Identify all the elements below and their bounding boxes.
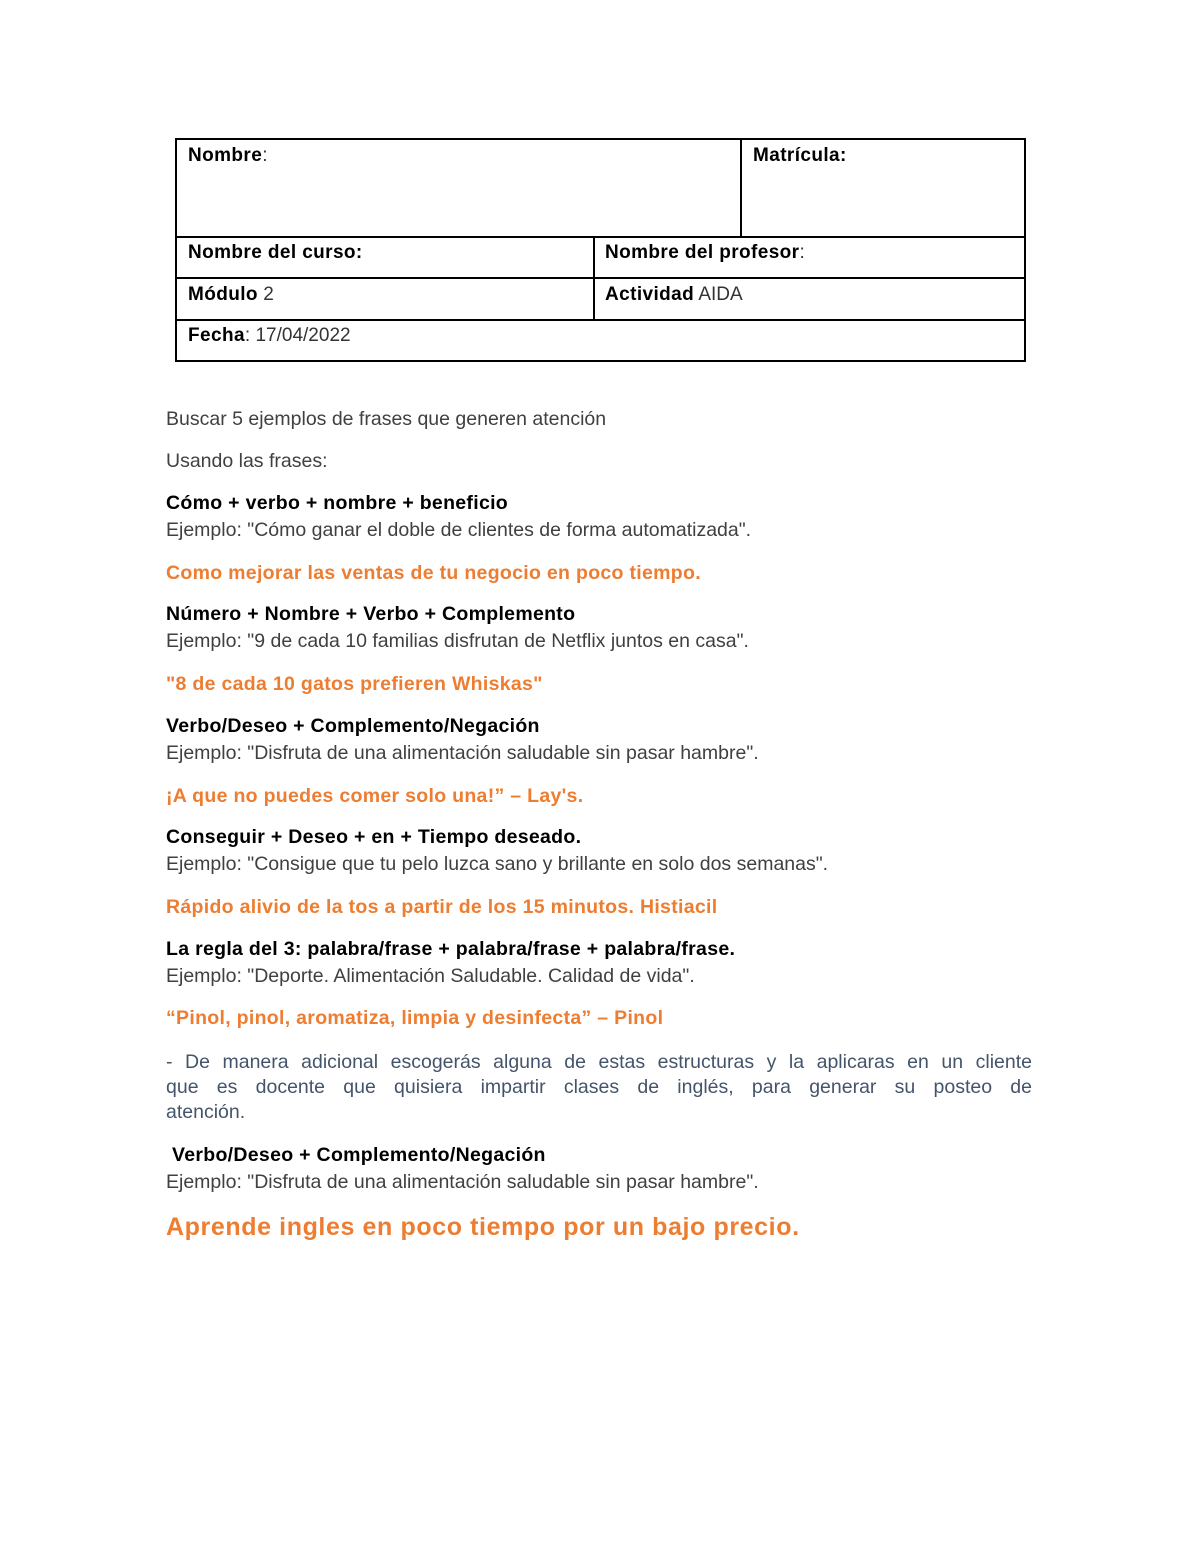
nombre-label: Nombre (188, 145, 263, 166)
answer-phrase: ¡A que no puedes comer solo una!” – Lay's. (166, 785, 584, 807)
modulo-label: Módulo (188, 284, 258, 305)
final-formula-example: Ejemplo: "Disfruta de una alimentación saludable sin pasar hambre". (166, 1171, 759, 1193)
additional-line: que es docente que quisiera impartir clases de inglés, para generar su posteo de (166, 1076, 1032, 1098)
fecha-value: : 17/04/2022 (244, 325, 351, 346)
formula-heading: Número + Nombre + Verbo + Complemento (166, 603, 576, 625)
formula-heading: Conseguir + Deseo + en + Tiempo deseado. (166, 826, 582, 848)
answer-phrase: Rápido alivio de la tos a partir de los 15 minutos. Histiacil (166, 896, 718, 918)
table-divider (740, 140, 742, 236)
answer-phrase: "8 de cada 10 gatos prefieren Whiskas" (166, 673, 543, 695)
nombre-cell (188, 145, 267, 167)
final-answer: Aprende ingles en poco tiempo por un bajo precio. (166, 1213, 800, 1241)
formula-heading: Verbo/Deseo + Complemento/Negación (166, 715, 540, 737)
actividad-cell (605, 284, 743, 306)
intro-usando: Usando las frases: (166, 450, 328, 472)
actividad-value: AIDA (694, 284, 743, 305)
actividad-label: Actividad (605, 284, 695, 305)
nombre-sep: : (262, 145, 268, 166)
modulo-value: 2 (257, 284, 274, 305)
modulo-cell (188, 284, 274, 306)
formula-example: Ejemplo: "Consigue que tu pelo luzca sano y brillante en solo dos semanas". (166, 853, 829, 875)
table-divider (593, 236, 595, 319)
curso-label: Nombre del curso: (188, 242, 363, 263)
additional-line: - De manera adicional escogerás alguna de estas estructuras y la aplicaras en un cliente (166, 1051, 1032, 1073)
formula-example: Ejemplo: "Deporte. Alimentación Saludable. Calidad de vida". (166, 965, 695, 987)
answer-phrase: Como mejorar las ventas de tu negocio en poco tiempo. (166, 562, 701, 584)
additional-line: atención. (166, 1101, 246, 1123)
profesor-cell (605, 242, 805, 264)
fecha-label: Fecha (188, 325, 245, 346)
formula-example: Ejemplo: "Disfruta de una alimentación saludable sin pasar hambre". (166, 742, 759, 764)
student-info-table (175, 138, 1026, 362)
profesor-label: Nombre del profesor (605, 242, 800, 263)
curso-cell (188, 242, 363, 264)
matricula-cell (753, 145, 847, 167)
fecha-cell (188, 325, 351, 347)
formula-heading: Cómo + verbo + nombre + beneficio (166, 492, 509, 514)
matricula-label: Matrícula: (753, 145, 847, 166)
table-rule (177, 319, 1024, 321)
final-formula-heading: Verbo/Deseo + Complemento/Negación (172, 1144, 546, 1166)
formula-heading: La regla del 3: palabra/frase + palabra/frase + palabra/frase. (166, 938, 736, 960)
formula-example: Ejemplo: "Cómo ganar el doble de clientes de forma automatizada". (166, 519, 752, 541)
table-rule (177, 236, 1024, 238)
profesor-sep: : (799, 242, 805, 263)
table-rule (177, 277, 1024, 279)
answer-phrase: “Pinol, pinol, aromatiza, limpia y desinfecta” – Pinol (166, 1007, 664, 1029)
intro-instruction: Buscar 5 ejemplos de frases que generen atención (166, 408, 607, 430)
formula-example: Ejemplo: "9 de cada 10 familias disfrutan de Netflix juntos en casa". (166, 630, 749, 652)
additional-instruction (166, 1050, 1032, 1125)
